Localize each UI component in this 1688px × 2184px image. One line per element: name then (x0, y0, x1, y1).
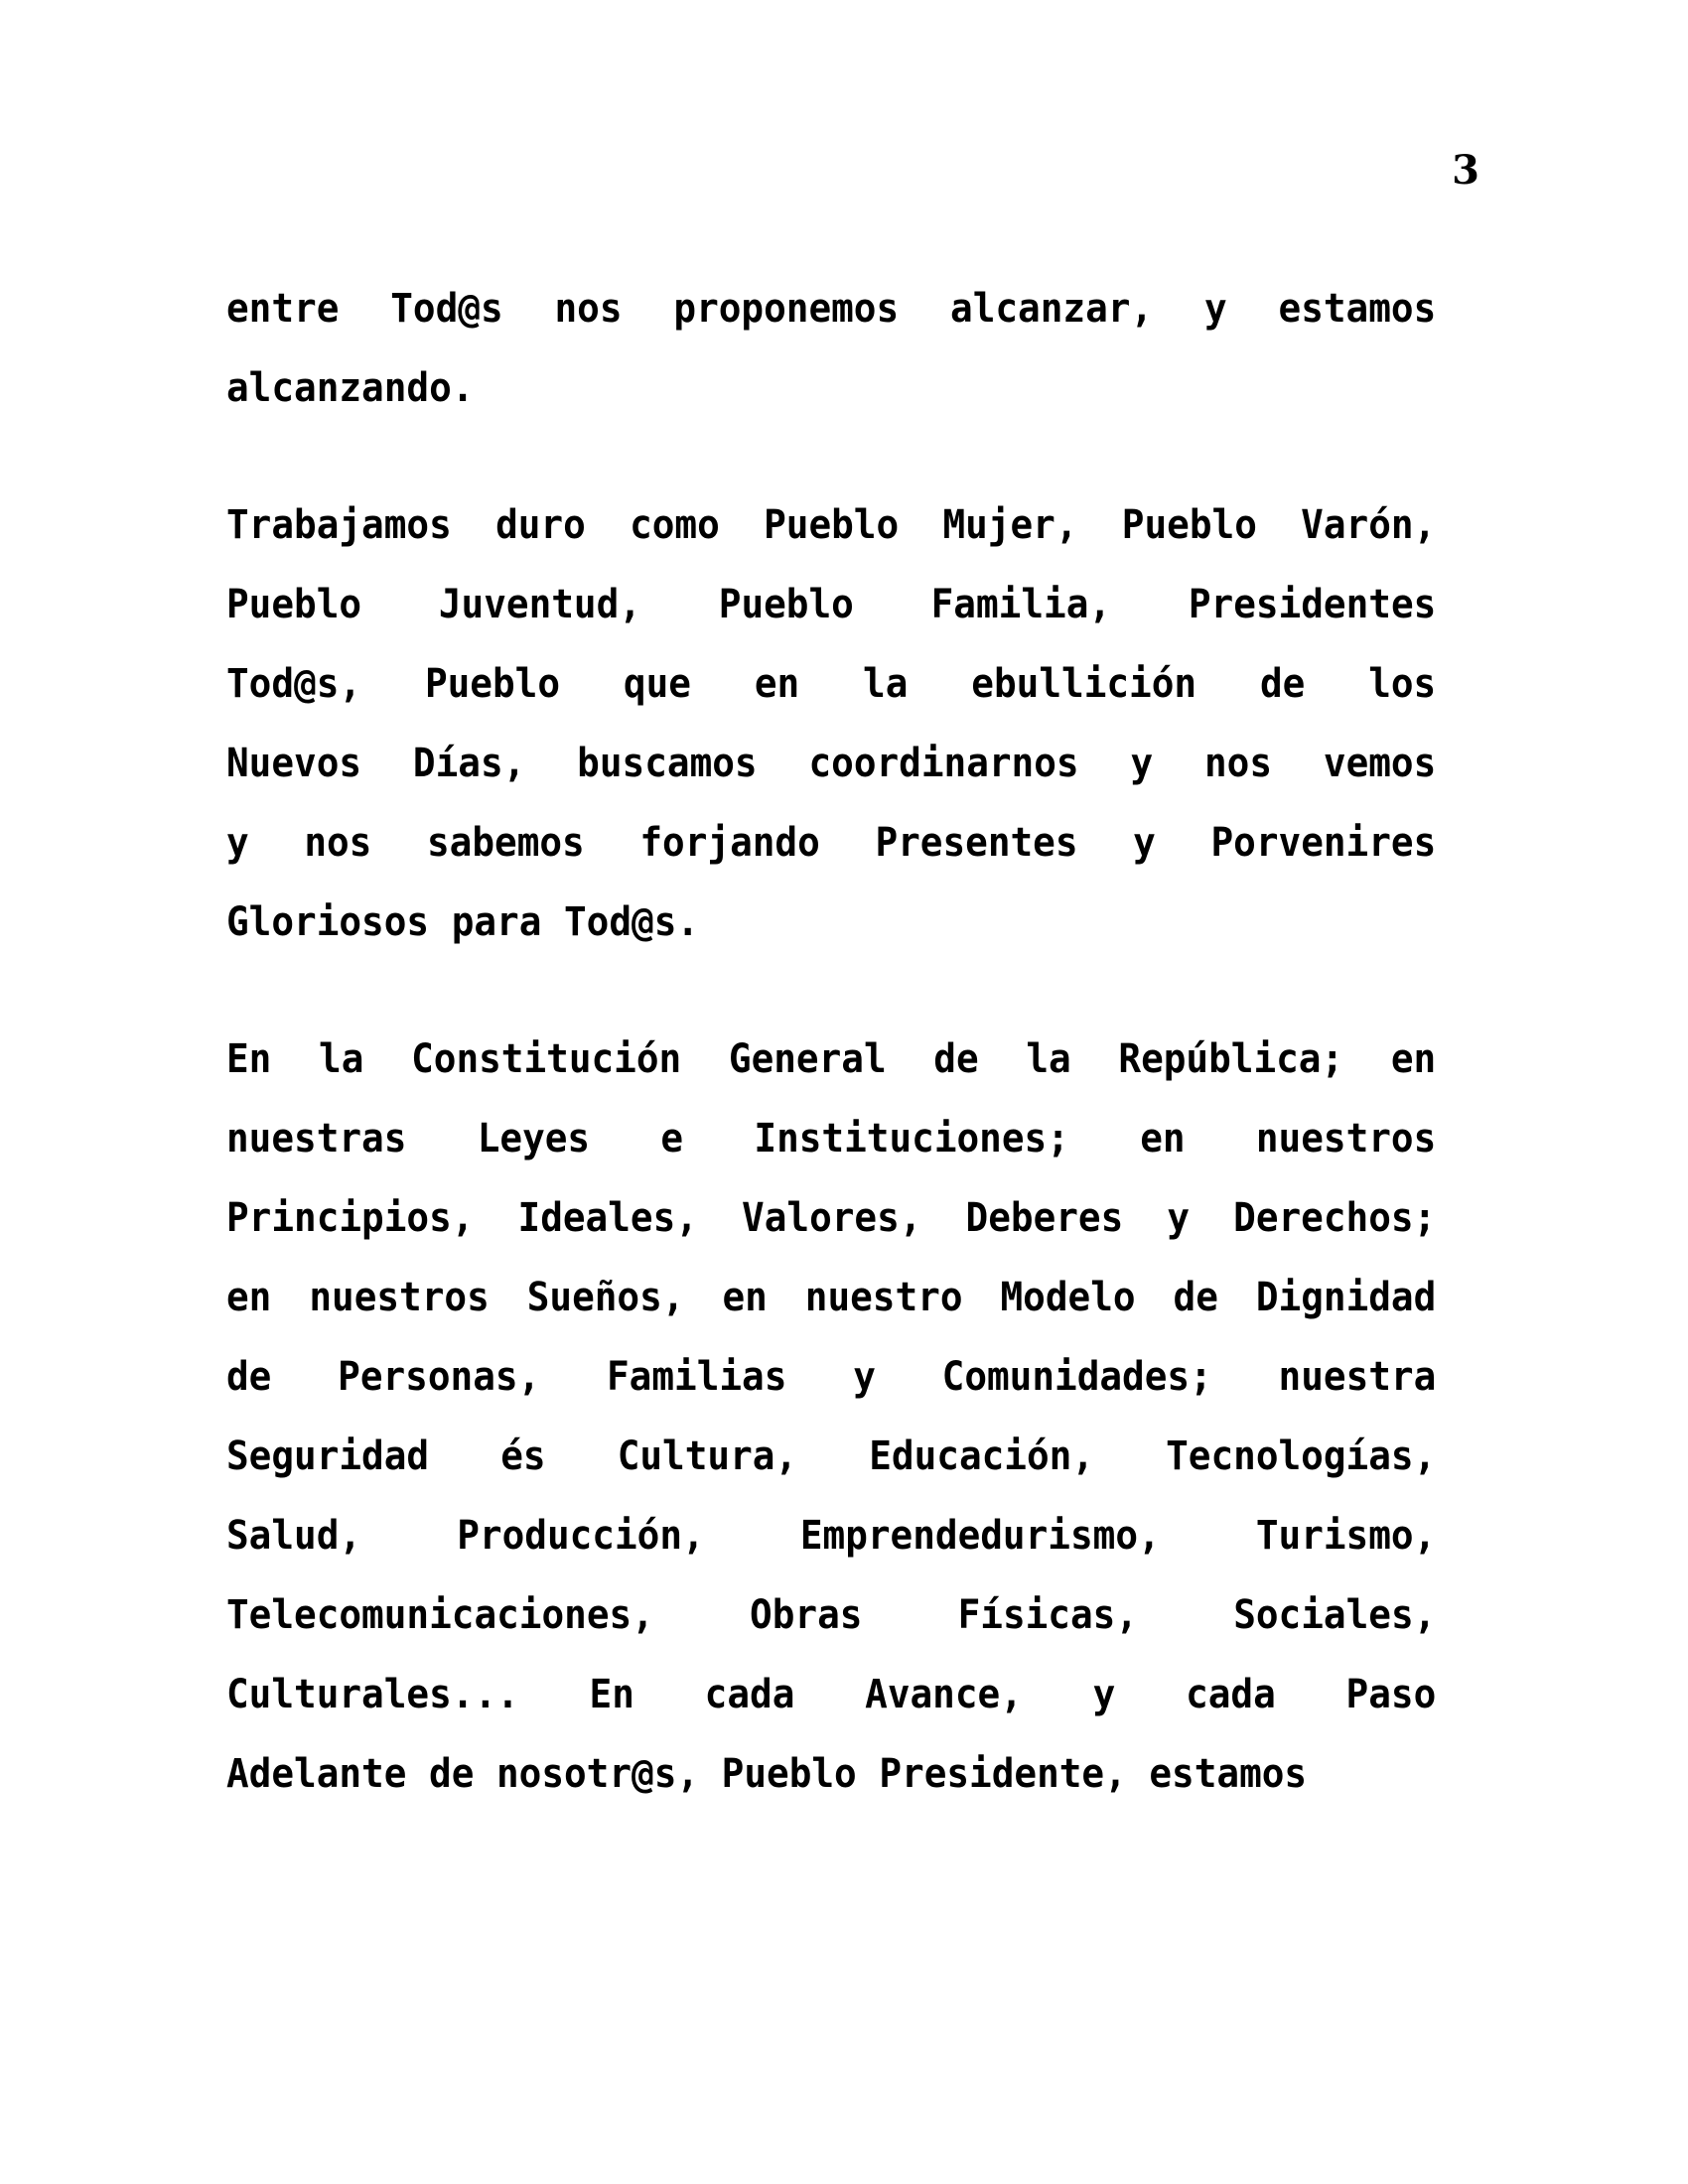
text-word: En (589, 1670, 634, 1717)
text-word: duro (495, 500, 586, 548)
text-word: en (1390, 1034, 1437, 1082)
text-word: Leyes (477, 1114, 591, 1161)
text-word: Presidentes (1188, 580, 1437, 627)
text-word: alcanzar, (950, 284, 1154, 332)
text-line (226, 564, 1436, 643)
text-word: Pueblo (718, 580, 854, 627)
text-word: Presentes (875, 818, 1078, 866)
text-word: alcanzando. (226, 363, 475, 411)
text-word: nosotr@s, (495, 1749, 700, 1797)
text-word: Obras (750, 1590, 863, 1638)
text-word: estamos (1278, 284, 1437, 332)
text-word: buscamos (577, 739, 758, 786)
text-word: En (226, 1034, 272, 1082)
text-word: Días, (412, 739, 526, 786)
text-word: Tod@s, (226, 659, 362, 707)
text-word: de (1259, 659, 1306, 707)
text-word: la (319, 1034, 364, 1082)
text-word: Tod@s (390, 284, 503, 332)
text-line (226, 1654, 1436, 1733)
text-word: Tecnologías, (1166, 1432, 1437, 1479)
text-word: de (1173, 1273, 1218, 1320)
text-word: Familias (607, 1352, 787, 1400)
text-word: nuestras (226, 1114, 407, 1161)
text-word: Avance, (865, 1670, 1023, 1717)
text-word: nuestro (804, 1273, 963, 1320)
text-word: General (728, 1034, 887, 1082)
text-word: Deberes (965, 1193, 1124, 1241)
text-word: Juventud, (438, 580, 641, 627)
text-line (226, 1019, 1436, 1098)
text-word: de (933, 1034, 979, 1082)
text-word: nuestros (309, 1273, 490, 1320)
text-word: para (451, 897, 542, 945)
text-word: en (722, 1273, 768, 1320)
text-word: és (500, 1432, 546, 1479)
text-line (226, 802, 1436, 882)
paragraph-3 (226, 1019, 1436, 1813)
text-word: Instituciones; (754, 1114, 1069, 1161)
text-word: Cultura, (617, 1432, 798, 1479)
text-line (226, 723, 1436, 802)
text-word: entre (226, 284, 340, 332)
text-word: y (1167, 1193, 1191, 1241)
document-body (226, 268, 1436, 1813)
text-word: Pueblo (721, 1749, 857, 1797)
text-word: Gloriosos (226, 897, 430, 945)
text-line (226, 1574, 1436, 1654)
text-word: e (660, 1114, 684, 1161)
text-word: y (1130, 739, 1154, 786)
text-word: y (1133, 818, 1156, 866)
text-word: nos (1204, 739, 1273, 786)
text-word: coordinarnos (808, 739, 1079, 786)
text-word: Pueblo (226, 580, 362, 627)
text-word: cada (1186, 1670, 1276, 1717)
text-word: Seguridad (226, 1432, 430, 1479)
text-word: que (623, 659, 691, 707)
text-word: Pueblo (1121, 500, 1257, 548)
text-word: Producción, (457, 1511, 705, 1559)
text-word: Salud, (226, 1511, 362, 1559)
text-word: en (1140, 1114, 1186, 1161)
text-word: en (226, 1273, 272, 1320)
paragraph-2 (226, 484, 1436, 961)
text-word: Modelo (1000, 1273, 1136, 1320)
text-word: nos (304, 818, 372, 866)
text-word: cada (704, 1670, 795, 1717)
text-word: la (1026, 1034, 1071, 1082)
text-word: Trabajamos (226, 500, 452, 548)
text-word: Físicas, (957, 1590, 1139, 1638)
text-word: Educación, (869, 1432, 1095, 1479)
text-word: Familia, (930, 580, 1112, 627)
text-word: Emprendedurismo, (799, 1511, 1161, 1559)
text-word: nuestra (1278, 1352, 1437, 1400)
text-word: y (1203, 284, 1227, 332)
text-word: Comunidades; (941, 1352, 1212, 1400)
text-word: Ideales, (517, 1193, 698, 1241)
text-word: nuestros (1255, 1114, 1437, 1161)
text-word: los (1368, 659, 1437, 707)
text-word: y (226, 818, 249, 866)
text-word: Sociales, (1233, 1590, 1437, 1638)
text-word: Culturales... (226, 1670, 519, 1717)
text-word: y (853, 1352, 876, 1400)
text-word: Telecomunicaciones, (226, 1590, 654, 1638)
text-word: la (863, 659, 909, 707)
text-word: Derechos; (1233, 1193, 1437, 1241)
text-word: de (226, 1352, 272, 1400)
text-word: Nuevos (226, 739, 362, 786)
page-number: 3 (1452, 147, 1479, 194)
text-word: Valores, (742, 1193, 922, 1241)
text-word: Personas, (338, 1352, 541, 1400)
text-word: Tod@s. (564, 897, 700, 945)
text-line (226, 1416, 1436, 1495)
text-word: Mujer, (942, 500, 1078, 548)
text-word: Pueblo (424, 659, 561, 707)
text-word: de (429, 1749, 475, 1797)
text-word: sabemos (426, 818, 585, 866)
text-word: República; (1118, 1034, 1344, 1082)
text-word: estamos (1149, 1749, 1308, 1797)
text-word: Adelante (226, 1749, 407, 1797)
text-word: Porvenires (1210, 818, 1437, 866)
text-word: Principios, (226, 1193, 475, 1241)
text-word: Pueblo (764, 500, 900, 548)
text-line (226, 268, 1436, 347)
text-word: Presidente, (879, 1749, 1127, 1797)
text-line (226, 1336, 1436, 1416)
text-line (226, 882, 1436, 961)
text-word: Sueños, (526, 1273, 685, 1320)
text-line (226, 1177, 1436, 1257)
text-word: como (630, 500, 720, 548)
text-word: forjando (639, 818, 820, 866)
text-line (226, 643, 1436, 723)
text-word: nos (554, 284, 623, 332)
text-word: vemos (1323, 739, 1437, 786)
text-line (226, 1495, 1436, 1574)
text-line (226, 1257, 1436, 1336)
text-word: Dignidad (1255, 1273, 1437, 1320)
text-word: Turismo, (1255, 1511, 1437, 1559)
text-line (226, 484, 1436, 564)
text-word: Paso (1345, 1670, 1437, 1717)
text-word: proponemos (673, 284, 900, 332)
text-line (226, 347, 1436, 427)
paragraph-1 (226, 268, 1436, 427)
text-line (226, 1098, 1436, 1177)
text-word: Constitución (411, 1034, 682, 1082)
text-word: Varón, (1301, 500, 1437, 548)
text-word: ebullición (971, 659, 1197, 707)
text-word: y (1092, 1670, 1116, 1717)
text-word: en (754, 659, 800, 707)
text-line (226, 1733, 1436, 1813)
